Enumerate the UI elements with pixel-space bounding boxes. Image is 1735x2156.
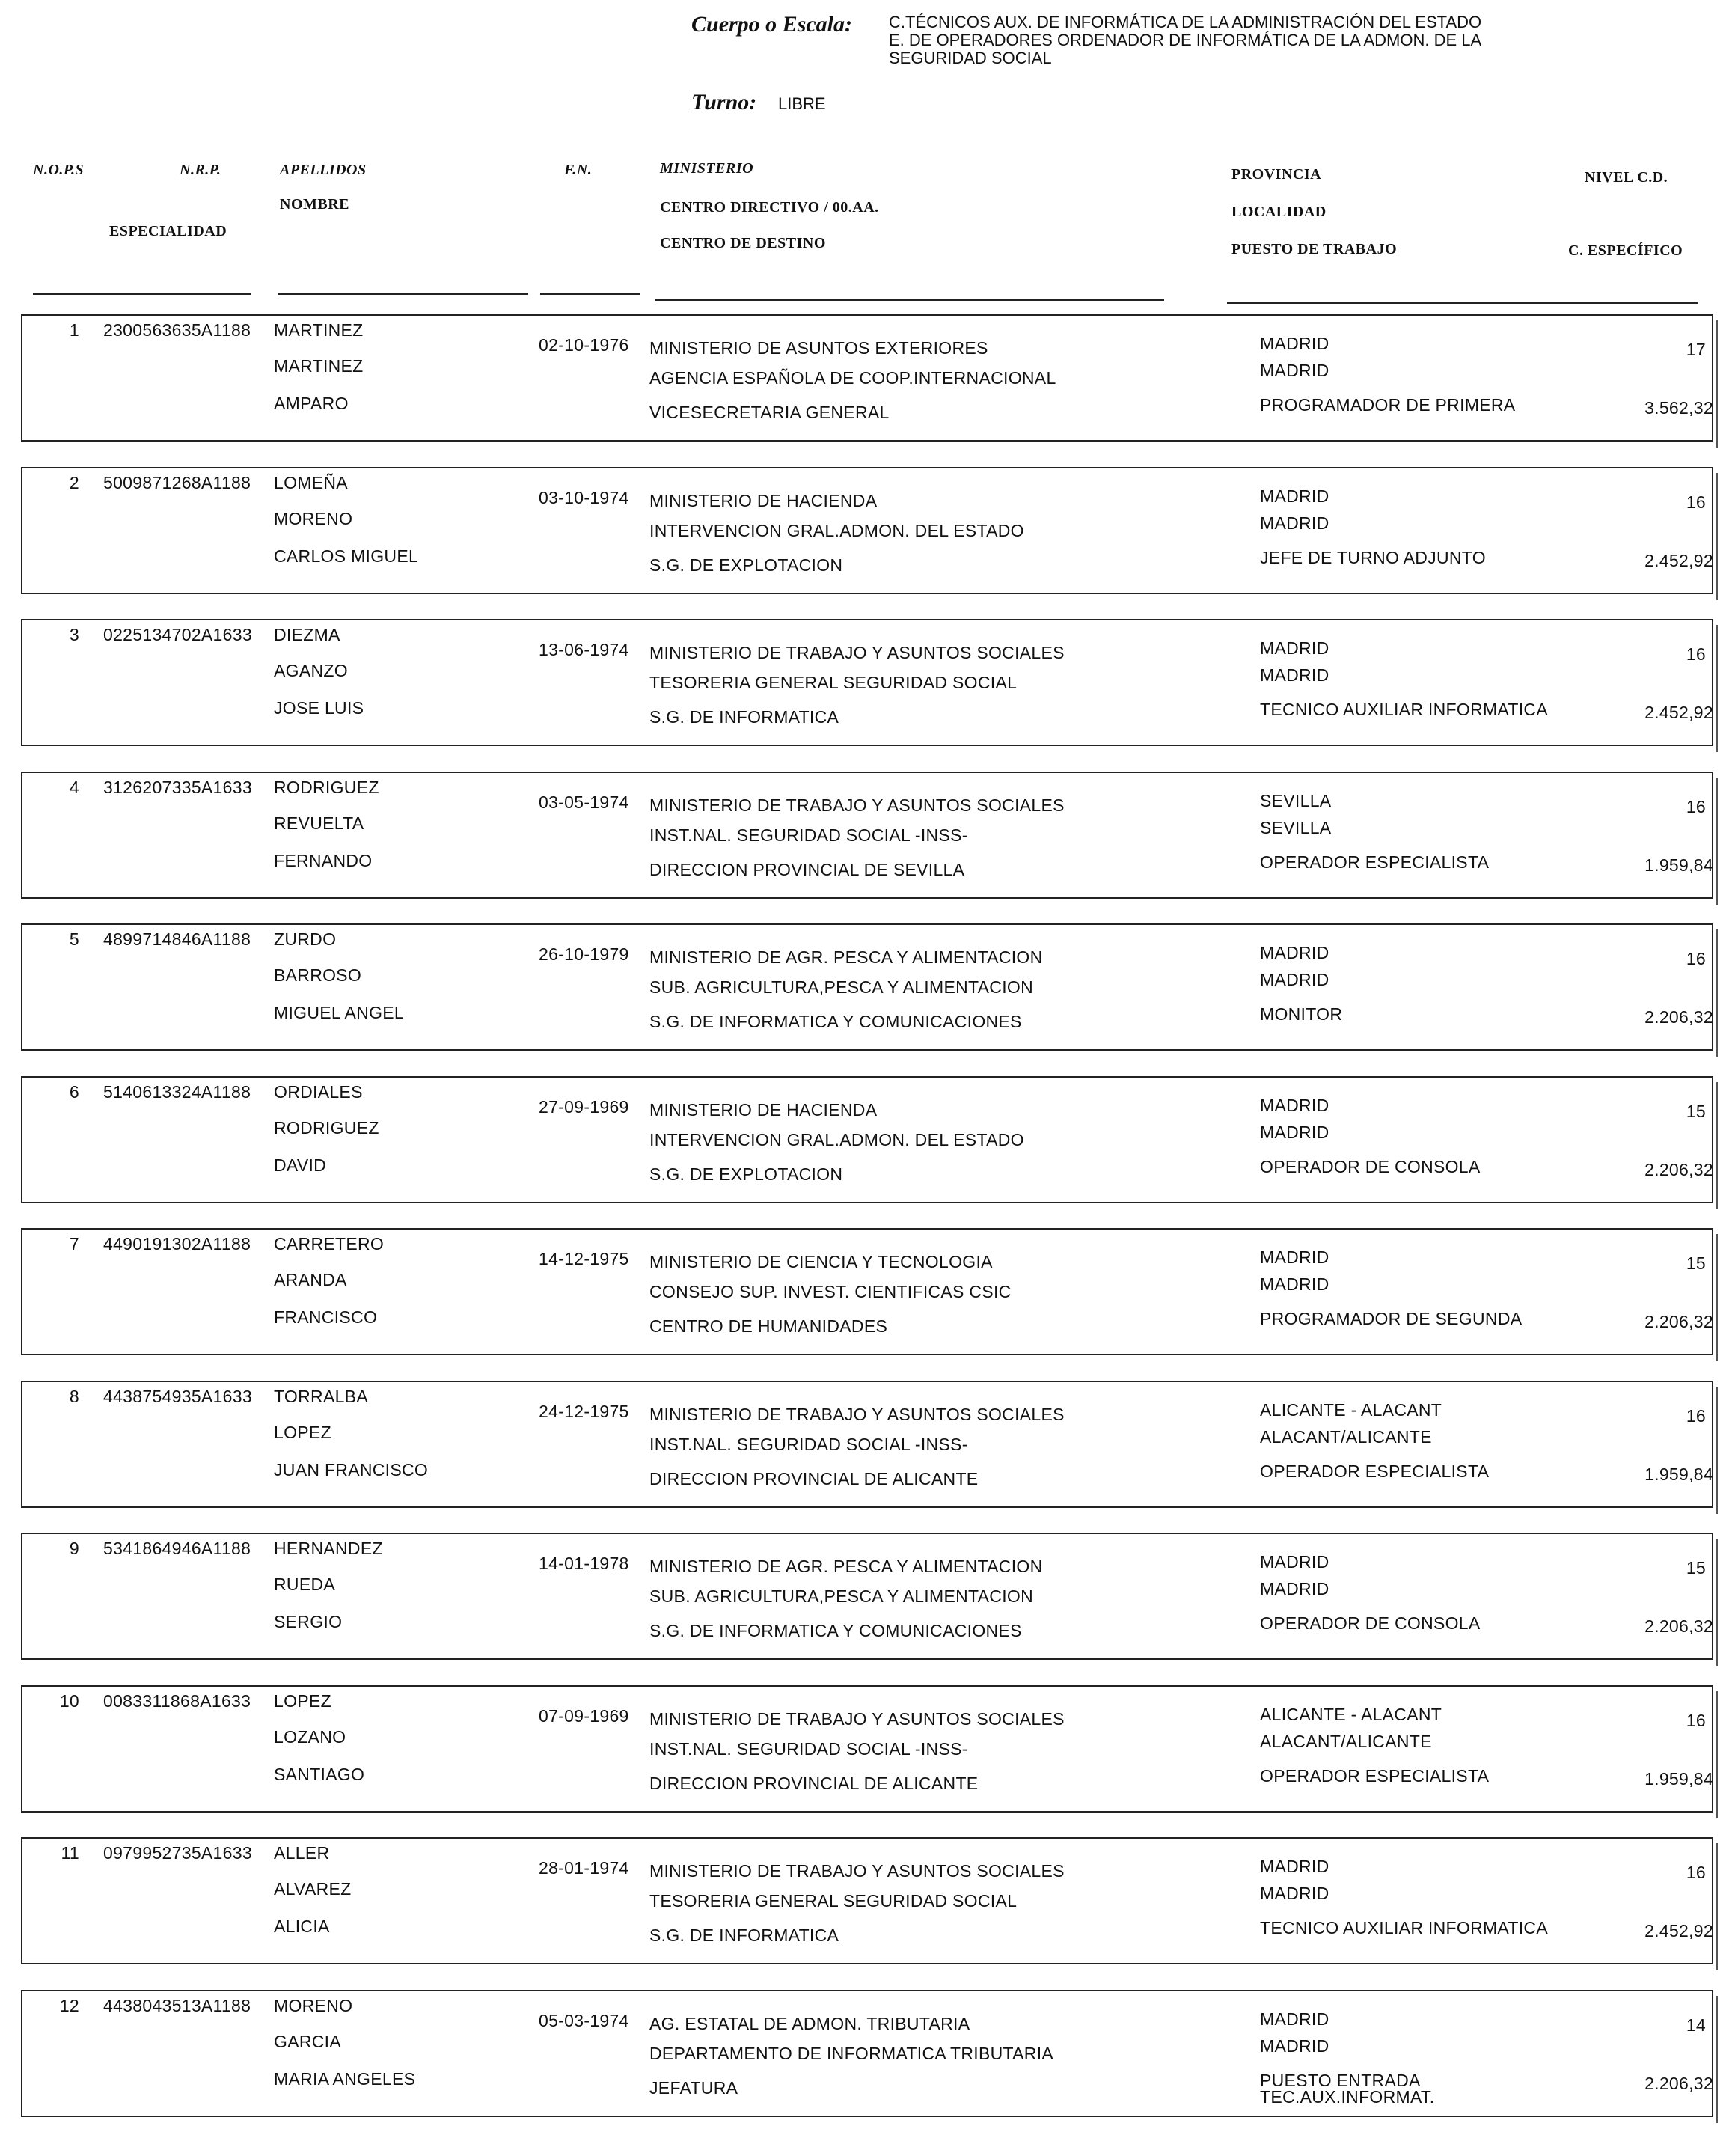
record-nombre: ALICIA bbox=[274, 1917, 330, 1936]
record-nombre: MIGUEL ANGEL bbox=[274, 1003, 405, 1022]
record-apellido-1: LOPEZ bbox=[274, 1691, 331, 1711]
record-centro-destino: DIRECCION PROVINCIAL DE ALICANTE bbox=[649, 1468, 979, 1488]
record-apellido-1: HERNANDEZ bbox=[274, 1539, 383, 1558]
record-nrp: 3126207335A1633 bbox=[103, 777, 252, 797]
record-nivel: 17 bbox=[1686, 340, 1706, 359]
record-centro-destino: VICESECRETARIA GENERAL bbox=[649, 403, 890, 422]
record-apellido-2: ALVAREZ bbox=[274, 1879, 352, 1899]
record-provincia: MADRID bbox=[1260, 1857, 1329, 1876]
record-number: 12 bbox=[59, 1995, 79, 2015]
record-centro-directivo: CONSEJO SUP. INVEST. CIENTIFICAS CSIC bbox=[649, 1282, 1012, 1301]
record-nombre: MARIA ANGELES bbox=[274, 2068, 416, 2089]
record-especifico: 2.206,32 bbox=[1644, 1312, 1713, 1331]
record-apellido-1: MORENO bbox=[274, 1995, 353, 2015]
record-especifico: 2.452,92 bbox=[1644, 703, 1713, 722]
record-centro-destino: S.G. DE EXPLOTACION bbox=[649, 1164, 843, 1184]
record-especifico: 2.206,32 bbox=[1644, 1007, 1713, 1027]
record-localidad: ALACANT/ALICANTE bbox=[1260, 1426, 1432, 1447]
record-fecha-nacimiento: 03-10-1974 bbox=[539, 487, 629, 507]
record-row bbox=[21, 467, 1713, 594]
record-row bbox=[21, 923, 1713, 1051]
record-puesto: OPERADOR ESPECIALISTA bbox=[1260, 852, 1490, 872]
record-centro-directivo: INTERVENCION GRAL.ADMON. DEL ESTADO bbox=[649, 520, 1024, 540]
record-apellido-2: REVUELTA bbox=[274, 813, 364, 833]
cuerpo-line-1: C.TÉCNICOS AUX. DE INFORMÁTICA DE LA ADMINISTRACIÓN DEL ESTADO bbox=[889, 13, 1482, 31]
record-apellido-2: AGANZO bbox=[274, 661, 348, 680]
record-nombre: FERNANDO bbox=[274, 850, 373, 870]
record-border-shadow bbox=[1716, 778, 1718, 905]
record-ministerio: MINISTERIO DE HACIENDA bbox=[649, 490, 878, 510]
record-apellido-2: MORENO bbox=[274, 508, 353, 528]
record-localidad: MADRID bbox=[1260, 361, 1329, 380]
record-number: 10 bbox=[59, 1691, 79, 1711]
record-provincia: ALICANTE - ALACANT bbox=[1260, 1399, 1442, 1420]
header-rule-3 bbox=[540, 293, 640, 295]
record-number: 4 bbox=[69, 777, 79, 797]
record-border-shadow bbox=[1716, 1082, 1718, 1209]
record-nrp: 4438754935A1633 bbox=[103, 1386, 252, 1406]
record-centro-destino: DIRECCION PROVINCIAL DE SEVILLA bbox=[649, 859, 965, 879]
record-nrp: 5009871268A1188 bbox=[103, 472, 251, 492]
record-apellido-1: LOMEÑA bbox=[274, 472, 348, 492]
header-rule-5 bbox=[1227, 302, 1698, 304]
record-row bbox=[21, 314, 1713, 442]
record-nrp: 2300563635A1188 bbox=[103, 320, 251, 340]
record-border-shadow bbox=[1716, 1996, 1718, 2123]
record-centro-directivo: SUB. AGRICULTURA,PESCA Y ALIMENTACION bbox=[649, 977, 1033, 997]
record-centro-destino: CENTRO DE HUMANIDADES bbox=[649, 1316, 888, 1336]
record-number: 3 bbox=[69, 625, 79, 644]
record-localidad: MADRID bbox=[1260, 1579, 1329, 1598]
record-puesto: OPERADOR DE CONSOLA bbox=[1260, 1613, 1481, 1633]
record-apellido-1: CARRETERO bbox=[274, 1234, 385, 1253]
record-row bbox=[21, 1990, 1713, 2117]
record-row bbox=[21, 1228, 1713, 1355]
record-border-shadow bbox=[1716, 625, 1718, 752]
record-localidad: MADRID bbox=[1260, 2036, 1329, 2056]
record-puesto: PROGRAMADOR DE PRIMERA bbox=[1260, 395, 1516, 415]
record-nombre: SANTIAGO bbox=[274, 1764, 365, 1784]
record-apellido-1: ALLER bbox=[274, 1843, 330, 1863]
record-centro-directivo: INTERVENCION GRAL.ADMON. DEL ESTADO bbox=[649, 1129, 1024, 1149]
col-puesto: PUESTO DE TRABAJO bbox=[1231, 241, 1398, 257]
record-border-shadow bbox=[1716, 1387, 1718, 1514]
record-puesto: OPERADOR DE CONSOLA bbox=[1260, 1156, 1481, 1176]
record-fecha-nacimiento: 27-09-1969 bbox=[539, 1096, 629, 1117]
col-fn: F.N. bbox=[564, 162, 593, 178]
record-nivel: 14 bbox=[1686, 2015, 1706, 2035]
record-border-shadow bbox=[1716, 473, 1718, 600]
record-number: 5 bbox=[69, 929, 79, 949]
record-ministerio: MINISTERIO DE AGR. PESCA Y ALIMENTACION bbox=[649, 947, 1043, 967]
record-nrp: 5341864946A1188 bbox=[103, 1539, 251, 1558]
record-nivel: 15 bbox=[1686, 1558, 1706, 1578]
record-border-shadow bbox=[1716, 1843, 1718, 1970]
record-centro-destino: S.G. DE INFORMATICA bbox=[649, 707, 839, 727]
record-number: 2 bbox=[69, 472, 79, 492]
record-localidad: ALACANT/ALICANTE bbox=[1260, 1731, 1432, 1751]
record-apellido-1: TORRALBA bbox=[274, 1386, 368, 1406]
record-puesto: MONITOR bbox=[1260, 1004, 1343, 1024]
record-apellido-2: LOPEZ bbox=[274, 1422, 331, 1442]
record-puesto: PUESTO ENTRADA bbox=[1260, 2070, 1421, 2090]
record-apellido-2: MARTINEZ bbox=[274, 356, 364, 376]
record-especifico: 2.206,32 bbox=[1644, 1159, 1713, 1179]
record-ministerio: MINISTERIO DE CIENCIA Y TECNOLOGIA bbox=[649, 1252, 993, 1271]
record-nivel: 16 bbox=[1686, 1710, 1706, 1730]
record-fecha-nacimiento: 28-01-1974 bbox=[539, 1858, 629, 1878]
record-fecha-nacimiento: 24-12-1975 bbox=[539, 1401, 629, 1421]
col-apellidos: APELLIDOS bbox=[280, 162, 367, 178]
record-especifico: 2.452,92 bbox=[1644, 1921, 1713, 1940]
record-row bbox=[21, 772, 1713, 899]
record-nivel: 16 bbox=[1686, 1405, 1706, 1426]
record-ministerio: AG. ESTATAL DE ADMON. TRIBUTARIA bbox=[649, 2013, 970, 2033]
record-especifico: 3.562,32 bbox=[1644, 398, 1713, 418]
col-nombre: NOMBRE bbox=[280, 196, 349, 213]
record-nivel: 16 bbox=[1686, 1863, 1706, 1882]
record-border-shadow bbox=[1716, 320, 1718, 448]
record-puesto: TECNICO AUXILIAR INFORMATICA bbox=[1260, 1918, 1548, 1937]
record-nivel: 16 bbox=[1686, 949, 1706, 968]
record-nrp: 4899714846A1188 bbox=[103, 929, 251, 949]
record-row bbox=[21, 1076, 1713, 1203]
header-rule-2 bbox=[278, 293, 528, 295]
record-centro-directivo: INST.NAL. SEGURIDAD SOCIAL -INSS- bbox=[649, 1434, 968, 1454]
record-number: 11 bbox=[61, 1843, 79, 1863]
record-especifico: 1.959,84 bbox=[1644, 1464, 1713, 1484]
record-fecha-nacimiento: 07-09-1969 bbox=[539, 1705, 629, 1726]
record-nivel: 15 bbox=[1686, 1253, 1706, 1273]
header-rule-4 bbox=[655, 299, 1164, 301]
record-nombre: DAVID bbox=[274, 1155, 327, 1175]
record-nombre: CARLOS MIGUEL bbox=[274, 546, 419, 566]
record-apellido-1: DIEZMA bbox=[274, 625, 340, 644]
header-rule-1 bbox=[33, 293, 251, 295]
record-especifico: 1.959,84 bbox=[1644, 855, 1713, 875]
record-localidad: SEVILLA bbox=[1260, 817, 1332, 837]
record-row bbox=[21, 1685, 1713, 1813]
record-centro-directivo: TESORERIA GENERAL SEGURIDAD SOCIAL bbox=[649, 673, 1018, 692]
record-puesto: OPERADOR ESPECIALISTA bbox=[1260, 1765, 1490, 1786]
record-apellido-2: LOZANO bbox=[274, 1726, 346, 1747]
record-ministerio: MINISTERIO DE HACIENDA bbox=[649, 1099, 878, 1120]
record-centro-directivo: INST.NAL. SEGURIDAD SOCIAL -INSS- bbox=[649, 825, 968, 845]
record-nivel: 16 bbox=[1686, 644, 1706, 664]
record-centro-directivo: SUB. AGRICULTURA,PESCA Y ALIMENTACION bbox=[649, 1587, 1033, 1606]
record-nrp: 4490191302A1188 bbox=[103, 1234, 251, 1253]
col-nrp: N.R.P. bbox=[180, 162, 221, 178]
record-row bbox=[21, 1533, 1713, 1660]
record-fecha-nacimiento: 05-03-1974 bbox=[539, 2010, 629, 2030]
record-especifico: 2.206,32 bbox=[1644, 2073, 1713, 2093]
record-especifico: 1.959,84 bbox=[1644, 1768, 1713, 1789]
col-nops: N.O.P.S bbox=[33, 162, 85, 178]
record-centro-destino: S.G. DE INFORMATICA Y COMUNICACIONES bbox=[649, 1012, 1022, 1031]
record-localidad: MADRID bbox=[1260, 513, 1329, 533]
col-nivel: NIVEL C.D. bbox=[1585, 169, 1668, 186]
record-number: 1 bbox=[69, 320, 79, 340]
record-apellido-1: ZURDO bbox=[274, 929, 337, 949]
record-centro-directivo: DEPARTAMENTO DE INFORMATICA TRIBUTARIA bbox=[649, 2043, 1054, 2063]
record-nombre: JUAN FRANCISCO bbox=[274, 1459, 429, 1479]
record-apellido-2: RUEDA bbox=[274, 1575, 336, 1594]
record-border-shadow bbox=[1716, 1691, 1718, 1818]
record-apellido-1: RODRIGUEZ bbox=[274, 777, 379, 797]
record-puesto: PROGRAMADOR DE SEGUNDA bbox=[1260, 1309, 1523, 1328]
record-especifico: 2.206,32 bbox=[1644, 1616, 1713, 1636]
cuerpo-line-2: E. DE OPERADORES ORDENADOR DE INFORMÁTICA DE LA ADMON. DE LA bbox=[889, 31, 1482, 49]
record-puesto: TECNICO AUXILIAR INFORMATICA bbox=[1260, 700, 1548, 719]
record-ministerio: MINISTERIO DE ASUNTOS EXTERIORES bbox=[649, 338, 988, 358]
record-nrp: 0083311868A1633 bbox=[103, 1691, 251, 1711]
record-ministerio: MINISTERIO DE TRABAJO Y ASUNTOS SOCIALES bbox=[649, 1708, 1065, 1729]
record-provincia: MADRID bbox=[1260, 2009, 1329, 2029]
record-border-shadow bbox=[1716, 1539, 1718, 1666]
record-centro-directivo: AGENCIA ESPAÑOLA DE COOP.INTERNACIONAL bbox=[649, 368, 1056, 388]
record-number: 6 bbox=[69, 1081, 79, 1102]
record-nombre: FRANCISCO bbox=[274, 1307, 378, 1327]
record-nrp: 0225134702A1633 bbox=[103, 625, 252, 644]
record-ministerio: MINISTERIO DE TRABAJO Y ASUNTOS SOCIALES bbox=[649, 795, 1065, 815]
record-apellido-1: ORDIALES bbox=[274, 1081, 363, 1102]
record-localidad: MADRID bbox=[1260, 1274, 1329, 1294]
record-nrp: 5140613324A1188 bbox=[103, 1081, 251, 1102]
cuerpo-line-3: SEGURIDAD SOCIAL bbox=[889, 49, 1052, 67]
record-provincia: MADRID bbox=[1260, 1248, 1329, 1267]
record-number: 8 bbox=[69, 1386, 79, 1406]
record-nrp: 0979952735A1633 bbox=[103, 1843, 252, 1863]
record-ministerio: MINISTERIO DE TRABAJO Y ASUNTOS SOCIALES bbox=[649, 643, 1065, 662]
col-especifico: C. ESPECÍFICO bbox=[1568, 242, 1683, 259]
turno-label: Turno: bbox=[691, 90, 757, 114]
record-especifico: 2.452,92 bbox=[1644, 550, 1713, 570]
record-puesto: OPERADOR ESPECIALISTA bbox=[1260, 1461, 1490, 1481]
col-localidad: LOCALIDAD bbox=[1231, 204, 1327, 220]
record-localidad: MADRID bbox=[1260, 970, 1329, 989]
record-nombre: JOSE LUIS bbox=[274, 698, 364, 718]
record-ministerio: MINISTERIO DE AGR. PESCA Y ALIMENTACION bbox=[649, 1557, 1043, 1576]
record-nivel: 16 bbox=[1686, 492, 1706, 512]
record-apellido-2: ARANDA bbox=[274, 1270, 347, 1289]
record-provincia: MADRID bbox=[1260, 486, 1329, 506]
record-centro-directivo: TESORERIA GENERAL SEGURIDAD SOCIAL bbox=[649, 1891, 1018, 1911]
record-border-shadow bbox=[1716, 929, 1718, 1057]
record-apellido-2: RODRIGUEZ bbox=[274, 1117, 379, 1137]
col-centro-destino: CENTRO DE DESTINO bbox=[660, 235, 826, 251]
record-centro-destino: S.G. DE INFORMATICA Y COMUNICACIONES bbox=[649, 1621, 1022, 1640]
record-localidad: MADRID bbox=[1260, 665, 1329, 685]
record-fecha-nacimiento: 03-05-1974 bbox=[539, 792, 629, 812]
record-fecha-nacimiento: 13-06-1974 bbox=[539, 640, 629, 659]
record-ministerio: MINISTERIO DE TRABAJO Y ASUNTOS SOCIALES bbox=[649, 1861, 1065, 1881]
record-nombre: SERGIO bbox=[274, 1612, 343, 1631]
record-fecha-nacimiento: 14-01-1978 bbox=[539, 1554, 629, 1573]
record-apellido-2: GARCIA bbox=[274, 2031, 341, 2051]
record-provincia: MADRID bbox=[1260, 943, 1329, 962]
record-nombre: AMPARO bbox=[274, 394, 349, 413]
cuerpo-label: Cuerpo o Escala: bbox=[691, 12, 853, 37]
record-fecha-nacimiento: 14-12-1975 bbox=[539, 1249, 629, 1268]
record-localidad: MADRID bbox=[1260, 1122, 1329, 1142]
record-fecha-nacimiento: 02-10-1976 bbox=[539, 335, 629, 355]
record-provincia: MADRID bbox=[1260, 638, 1329, 658]
record-fecha-nacimiento: 26-10-1979 bbox=[539, 944, 629, 964]
record-localidad: MADRID bbox=[1260, 1884, 1329, 1903]
col-especialidad: ESPECIALIDAD bbox=[109, 223, 227, 239]
record-nivel: 16 bbox=[1686, 796, 1706, 816]
record-centro-directivo: INST.NAL. SEGURIDAD SOCIAL -INSS- bbox=[649, 1738, 968, 1759]
record-provincia: MADRID bbox=[1260, 1552, 1329, 1572]
record-row bbox=[21, 619, 1713, 746]
record-row bbox=[21, 1381, 1713, 1508]
record-centro-destino: S.G. DE EXPLOTACION bbox=[649, 555, 843, 575]
record-provincia: MADRID bbox=[1260, 334, 1329, 353]
col-provincia: PROVINCIA bbox=[1231, 166, 1322, 183]
record-centro-destino: S.G. DE INFORMATICA bbox=[649, 1926, 839, 1945]
record-nrp: 4438043513A1188 bbox=[103, 1995, 251, 2015]
record-apellido-2: BARROSO bbox=[274, 965, 362, 985]
record-provincia: SEVILLA bbox=[1260, 790, 1332, 810]
record-centro-destino: JEFATURA bbox=[649, 2077, 738, 2098]
record-centro-destino: DIRECCION PROVINCIAL DE ALICANTE bbox=[649, 1773, 979, 1793]
record-provincia: ALICANTE - ALACANT bbox=[1260, 1704, 1442, 1724]
record-number: 9 bbox=[69, 1539, 79, 1558]
col-centro-directivo: CENTRO DIRECTIVO / 00.AA. bbox=[660, 199, 879, 216]
record-ministerio: MINISTERIO DE TRABAJO Y ASUNTOS SOCIALES bbox=[649, 1404, 1065, 1424]
turno-value: LIBRE bbox=[778, 94, 826, 113]
record-puesto: JEFE DE TURNO ADJUNTO bbox=[1260, 547, 1486, 567]
col-ministerio: MINISTERIO bbox=[660, 160, 754, 177]
record-border-shadow bbox=[1716, 1234, 1718, 1361]
record-nivel: 15 bbox=[1686, 1101, 1706, 1121]
record-puesto-2: TEC.AUX.INFORMAT. bbox=[1260, 2086, 1435, 2107]
record-row bbox=[21, 1837, 1713, 1964]
record-provincia: MADRID bbox=[1260, 1095, 1329, 1115]
record-number: 7 bbox=[69, 1234, 79, 1253]
record-apellido-1: MARTINEZ bbox=[274, 320, 364, 340]
